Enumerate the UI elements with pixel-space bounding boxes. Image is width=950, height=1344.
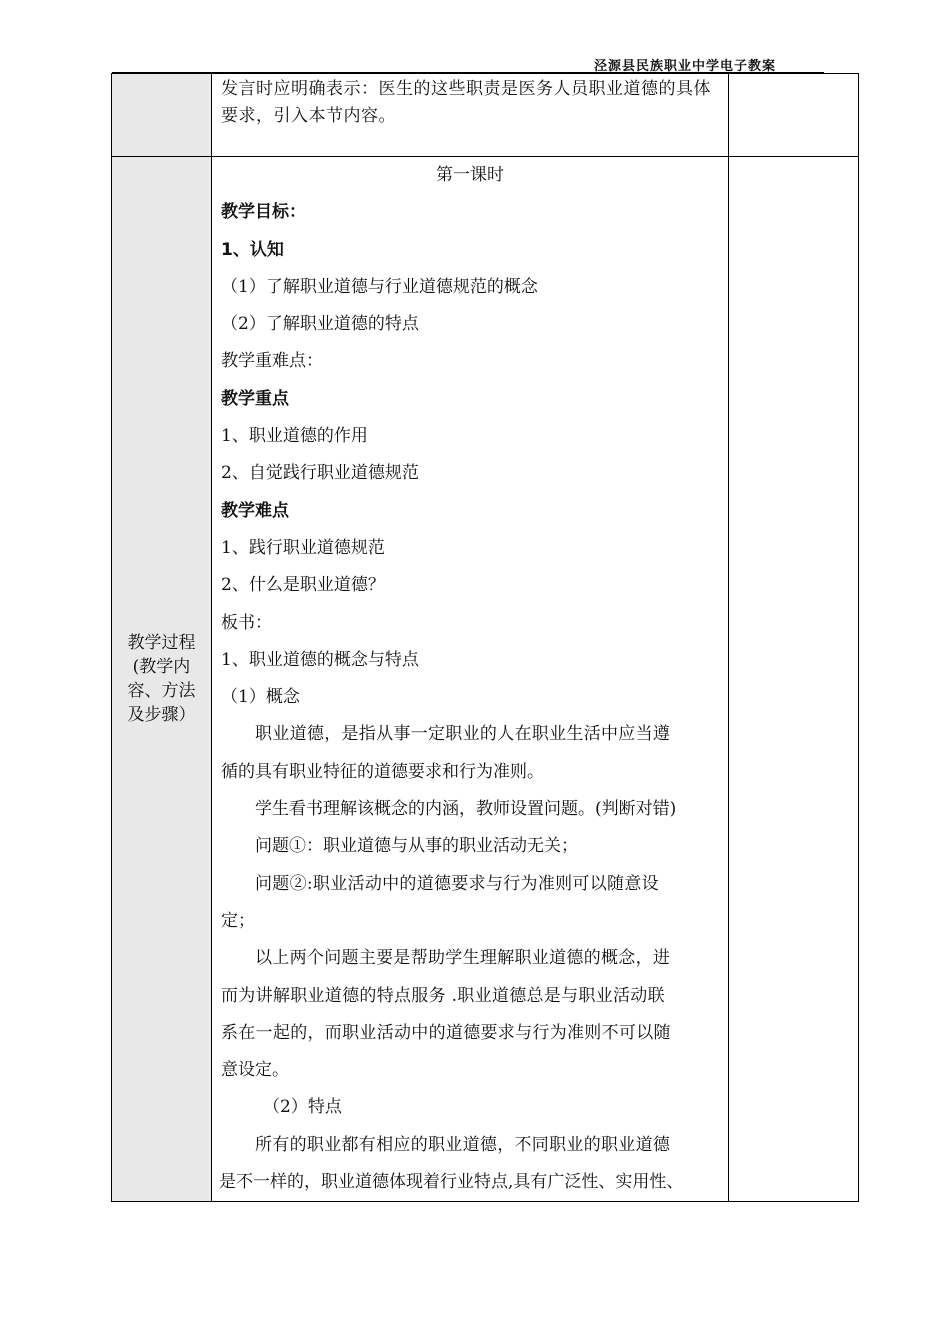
content-cell-intro [212, 74, 729, 156]
objectives-heading: 教学目标： [221, 202, 306, 223]
table-row-process [112, 156, 858, 1201]
features-text-line: 是不一样的，职业道德体现着行业特点,具有广泛性、实用性、 [219, 1172, 684, 1193]
explanation-line: 意设定。 [221, 1060, 289, 1081]
activity-text-line: 学生看书理解该概念的内涵，教师设置问题。(判断对错) [255, 799, 677, 820]
question-1: 问题①：职业道德与从事的职业活动无关； [255, 836, 578, 857]
explanation-line: 系在一起的，而职业活动中的道德要求与行为准则不可以随 [221, 1022, 671, 1043]
section-concept-features: 1、职业道德的概念与特点 [221, 649, 419, 670]
objective-item-1: （1）了解职业道德与行业道德规范的概念 [221, 276, 538, 297]
label-cell-process [112, 157, 212, 1201]
key-difficult-heading: 教学重难点： [221, 351, 323, 372]
difficult-points-heading: 教学难点 [221, 500, 289, 521]
blackboard-heading: 板书： [221, 612, 272, 633]
question-2: 问题②:职业活动中的道德要求与行为准则可以随意设 [255, 873, 659, 894]
subsection-features: （2）特点 [263, 1097, 342, 1118]
content-cell-process [212, 157, 729, 1201]
concept-text-line: 循的具有职业特征的道德要求和行为准则。 [221, 761, 544, 782]
lesson-period-title: 第一课时 [436, 165, 504, 185]
difficult-point-1: 1、践行职业道德规范 [221, 537, 385, 558]
process-label: 教学过程 (教学内容、方法及步骤） [127, 633, 196, 725]
table-row-intro [112, 74, 858, 156]
key-points-heading: 教学重点 [221, 388, 289, 409]
question-2-continued: 定； [221, 910, 255, 931]
objective-item-2: （2）了解职业道德的特点 [221, 314, 419, 335]
label-cell-empty [112, 74, 212, 156]
lesson-plan-table [111, 73, 859, 1202]
subsection-concept: （1）概念 [221, 687, 300, 708]
explanation-line: 以上两个问题主要是帮助学生理解职业道德的概念，进 [255, 948, 671, 969]
school-header: 泾源县民族职业中学电子教案 [594, 59, 777, 74]
notes-cell-empty [729, 74, 858, 156]
intro-paragraph: 发言时应明确表示：医生的这些职责是医务人员职业道德的具体要求，引入本节内容。 [221, 79, 711, 126]
objective-cognition: 1、认知 [221, 239, 284, 260]
key-point-1: 1、职业道德的作用 [221, 426, 368, 447]
features-text-line: 所有的职业都有相应的职业道德，不同职业的职业道德 [255, 1134, 671, 1155]
difficult-point-2: 2、什么是职业道德？ [221, 575, 385, 596]
notes-cell-empty [729, 157, 858, 1201]
concept-text-line: 职业道德，是指从事一定职业的人在职业生活中应当遵 [255, 724, 671, 745]
key-point-2: 2、自觉践行职业道德规范 [221, 463, 419, 484]
explanation-line: 而为讲解职业道德的特点服务 .职业道德总是与职业活动联 [221, 985, 665, 1006]
